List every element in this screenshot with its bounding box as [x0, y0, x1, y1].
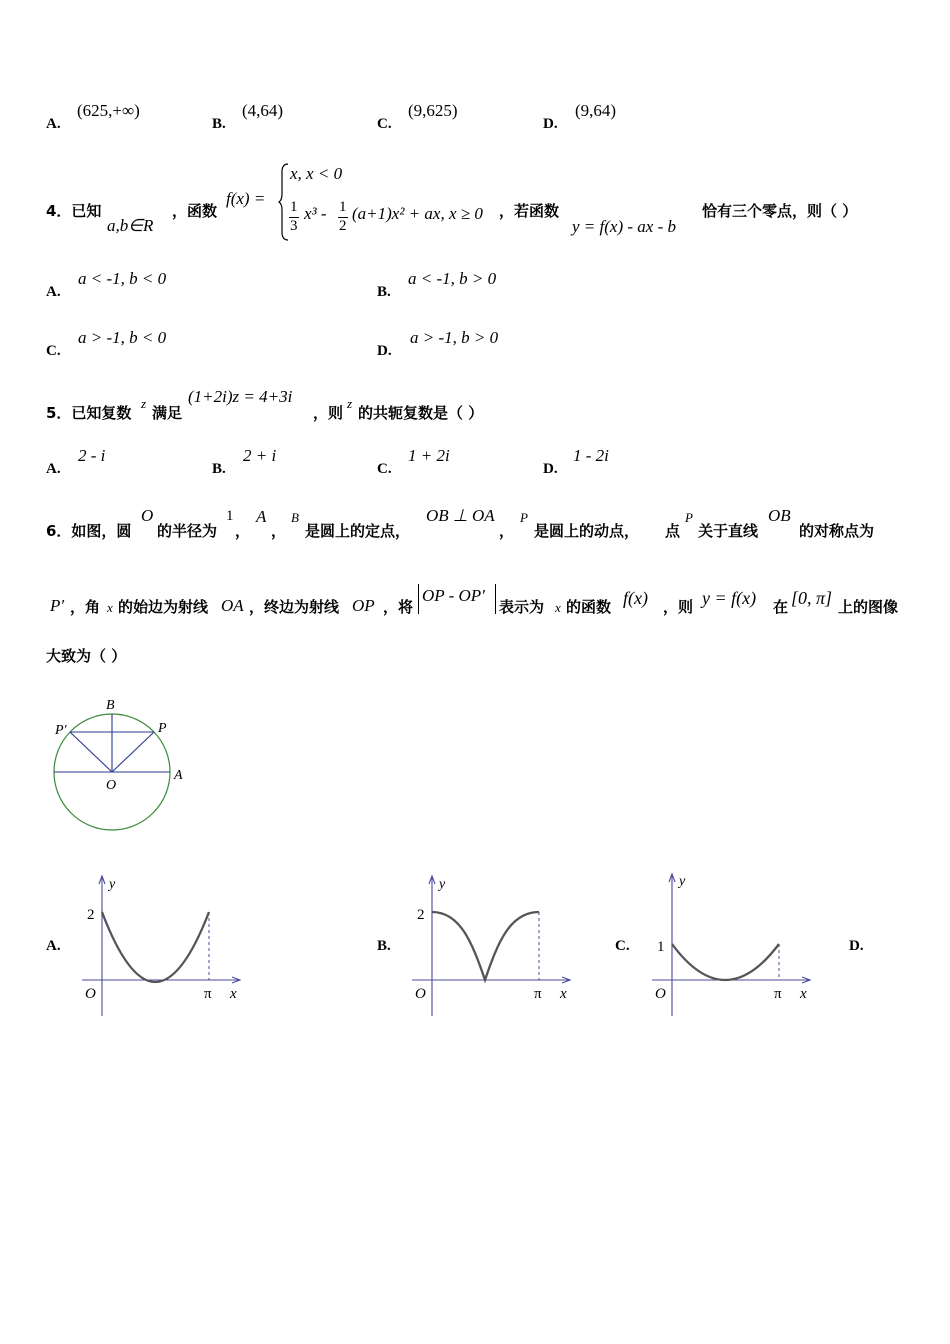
- q6-number: 6．如图，圆: [46, 522, 132, 540]
- q5-text-2: ，则: [313, 404, 344, 422]
- q4-option-a-label: A.: [46, 284, 61, 300]
- q6-graph-c: [650, 870, 820, 1020]
- q4-case-2-post: (a+1)x² + ax, x ≥ 0: [352, 204, 483, 223]
- curve: [102, 912, 209, 982]
- q6-graph-b: [410, 872, 580, 1022]
- label-o: O: [106, 778, 117, 793]
- origin-label: O: [655, 986, 666, 1002]
- y-mark: 1: [657, 939, 665, 955]
- q4-number: 4．已知: [46, 202, 102, 220]
- q5-text-1: 满足: [152, 404, 183, 422]
- q4-option-d-value: a > -1, b > 0: [410, 328, 499, 347]
- origin-label: O: [85, 986, 96, 1002]
- q5-option-c-label: C.: [377, 461, 392, 477]
- q4-option-b-value: a < -1, b > 0: [408, 269, 497, 288]
- q6-option-a-label: A.: [46, 938, 61, 954]
- q6-text-9: ，终边为射线: [249, 598, 340, 616]
- q6-ray-op: OP: [352, 596, 375, 615]
- q6-option-c-label: C.: [615, 938, 630, 954]
- q6-option-d-label: D.: [849, 938, 864, 954]
- label-a: A: [174, 768, 183, 783]
- q5-option-a-label: A.: [46, 461, 61, 477]
- origin-label: O: [415, 986, 426, 1002]
- x-label: x: [230, 986, 237, 1002]
- q6-abs-expression: OP - OP′: [422, 586, 485, 605]
- q4-option-d-label: D.: [377, 343, 392, 359]
- q4-frac1-den: 3: [290, 218, 298, 234]
- q4-frac2-num: 1: [339, 199, 347, 215]
- q3-option-b-value: (4,64): [242, 101, 284, 120]
- q3-option-a-value: (625,+∞): [77, 101, 140, 120]
- y-label: y: [109, 877, 116, 892]
- q4-option-a-value: a < -1, b < 0: [78, 269, 167, 288]
- x-label: x: [800, 986, 807, 1002]
- q6-text-16: 大致为（ ）: [46, 647, 127, 665]
- q6-text-14: 在: [773, 598, 789, 616]
- line-op: [112, 732, 154, 772]
- q4-function-name: f(x) =: [226, 189, 266, 208]
- q6-function-f: f(x): [623, 588, 648, 608]
- q6-text-4: 点: [665, 522, 681, 540]
- q4-text-1: ，函数: [172, 202, 218, 220]
- curve: [432, 912, 539, 980]
- q6-line-ob: OB: [768, 506, 791, 525]
- q3-option-d-value: (9,64): [575, 101, 617, 120]
- q4-brace-icon: [278, 162, 290, 242]
- q6-circle-o: O: [141, 506, 154, 525]
- q4-case-2-pre: x³ -: [304, 204, 327, 223]
- q4-case-1: x, x < 0: [290, 164, 343, 183]
- q5-option-b-label: B.: [212, 461, 226, 477]
- q5-text-3: 的共轭复数是（ ）: [358, 404, 484, 422]
- label-b: B: [106, 698, 115, 713]
- q6-option-b-label: B.: [377, 938, 391, 954]
- q5-z-2: z: [347, 396, 353, 411]
- q6-text-8: 的始边为射线: [118, 598, 209, 616]
- q4-frac2-den: 2: [339, 218, 347, 234]
- q5-z-1: z: [141, 396, 147, 411]
- x-mark: π: [774, 986, 782, 1002]
- q3-option-c-label: C.: [377, 116, 392, 132]
- q4-option-c-value: a > -1, b < 0: [78, 328, 167, 347]
- q6-text-15: 上的图像: [838, 598, 899, 616]
- q6-comma-2: ，: [271, 522, 287, 540]
- q6-ray-oa: OA: [221, 596, 244, 615]
- curve: [672, 944, 779, 980]
- q6-comma-1: ，: [235, 522, 251, 540]
- q6-text-13: ，则: [663, 598, 694, 616]
- q6-text-7: ，角: [70, 598, 101, 616]
- q5-option-d-value: 1 - 2i: [573, 446, 609, 465]
- q5-option-a-value: 2 - i: [78, 446, 106, 465]
- q6-point-b: B: [291, 510, 299, 525]
- q4-option-b-label: B.: [377, 284, 391, 300]
- q6-graph-a: [80, 872, 250, 1022]
- q6-interval: [0, π]: [791, 588, 833, 608]
- q5-option-d-label: D.: [543, 461, 558, 477]
- label-p: P: [158, 721, 167, 736]
- q3-option-b-label: B.: [212, 116, 226, 132]
- q6-text-1: 的半径为: [157, 522, 218, 540]
- q6-point-p-prime: P′: [50, 596, 65, 615]
- line-op-prime: [70, 732, 112, 772]
- q3-option-c-value: (9,625): [408, 101, 458, 120]
- q6-point-p: P: [520, 510, 528, 525]
- q6-function-y: y = f(x): [702, 588, 757, 608]
- y-label: y: [679, 874, 686, 889]
- q6-var-x-2: x: [555, 600, 561, 615]
- q4-text-2: ，若函数: [499, 202, 560, 220]
- x-mark: π: [534, 986, 542, 1002]
- q6-circle-figure: [40, 690, 200, 840]
- q4-frac1-num: 1: [290, 199, 298, 215]
- q6-point-p-2: P: [685, 510, 693, 525]
- q4-option-c-label: C.: [46, 343, 61, 359]
- q6-text-12: 的函数: [566, 598, 612, 616]
- q6-text-5: 关于直线: [698, 522, 759, 540]
- q6-text-2: 是圆上的定点，: [305, 522, 411, 540]
- x-mark: π: [204, 986, 212, 1002]
- q6-text-6: 的对称点为: [799, 522, 875, 540]
- q4-y-function: y = f(x) - ax - b: [572, 217, 676, 236]
- label-p-prime: P′: [55, 723, 67, 738]
- q5-option-c-value: 1 + 2i: [408, 446, 450, 465]
- q6-text-3: 是圆上的动点，: [534, 522, 640, 540]
- q5-option-b-value: 2 + i: [243, 446, 277, 465]
- y-label: y: [439, 877, 446, 892]
- q3-option-a-label: A.: [46, 116, 61, 132]
- q4-condition: a,b∈R: [107, 216, 154, 235]
- q6-text-10: ，将: [383, 598, 414, 616]
- q6-perpendicular: OB ⊥ OA: [426, 506, 495, 525]
- q6-point-a: A: [256, 507, 267, 526]
- q4-text-3: 恰有三个零点，则（ ）: [702, 202, 858, 220]
- q6-var-x-1: x: [107, 600, 113, 615]
- q6-radius: 1: [226, 508, 234, 524]
- q5-equation: (1+2i)z = 4+3i: [188, 387, 293, 406]
- q3-option-d-label: D.: [543, 116, 558, 132]
- x-label: x: [560, 986, 567, 1002]
- y-mark: 2: [417, 907, 425, 923]
- q5-number: 5．已知复数: [46, 404, 132, 422]
- y-mark: 2: [87, 907, 95, 923]
- q6-text-11: 表示为: [499, 598, 545, 616]
- q6-comma-3: ，: [499, 522, 515, 540]
